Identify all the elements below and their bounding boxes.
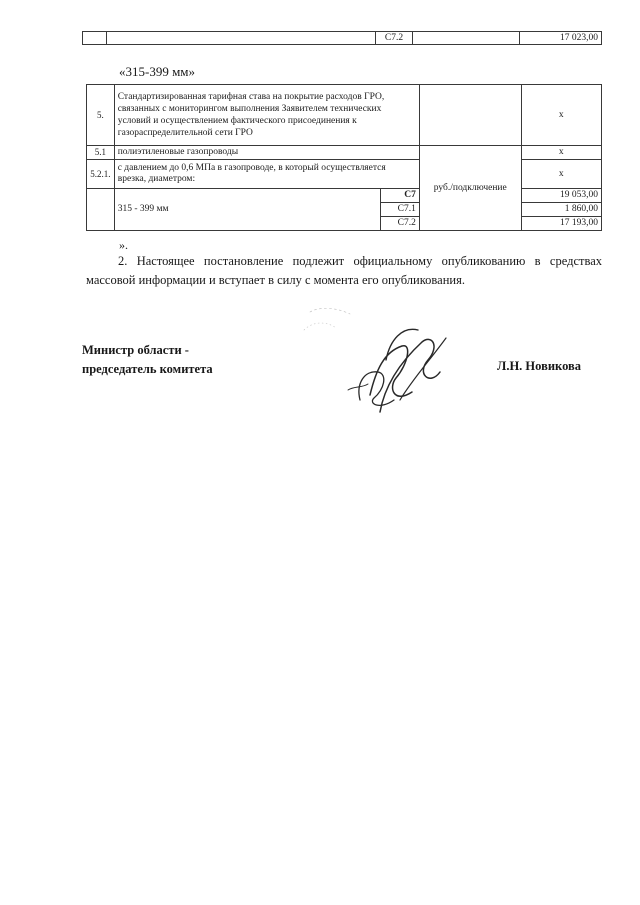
table-row bbox=[83, 32, 602, 45]
paragraph-2: 2. Настоящее постановление подлежит официальному опубликованию в средствах массовой информации и вступает в силу с момента его опубликования. bbox=[86, 254, 602, 287]
title-line-1: Министр области - bbox=[82, 343, 189, 357]
empty-cell bbox=[83, 32, 107, 45]
signatory-name: Л.Н. Новикова bbox=[497, 359, 582, 373]
row-value: x bbox=[521, 146, 601, 160]
row-number: 5. bbox=[87, 85, 115, 146]
table-row bbox=[87, 160, 602, 189]
empty-cell bbox=[413, 32, 520, 45]
code-cell: С7.2 bbox=[381, 217, 420, 231]
code-cell: С7.2 bbox=[376, 32, 413, 45]
row-description: с давлением до 0,6 МПа в газопроводе, в который осуществляется врезка, диаметром: bbox=[114, 160, 419, 189]
closing-quote: ». bbox=[119, 238, 128, 252]
signatory-title bbox=[82, 341, 213, 379]
code-cell: С7.1 bbox=[381, 203, 420, 217]
row-description: Стандартизированная тарифная става на покрытие расходов ГРО, связанных с мониторингом выполнения Заявителем технических условий и осуществлением фактического присоединения к газораспределительной сети ГРО bbox=[114, 85, 419, 146]
handwritten-signature-icon bbox=[290, 300, 460, 420]
empty-cell bbox=[107, 32, 376, 45]
empty-cell bbox=[419, 85, 521, 146]
title-line-2: председатель комитета bbox=[82, 362, 213, 376]
diameter-cell: 315 - 399 мм bbox=[114, 189, 381, 231]
table-row bbox=[87, 189, 602, 203]
top-table-fragment bbox=[82, 31, 602, 45]
value-cell: 17 023,00 bbox=[520, 32, 602, 45]
row-number: 5.2.1. bbox=[87, 160, 115, 189]
empty-cell bbox=[87, 189, 115, 231]
section-heading: «315-399 мм» bbox=[119, 64, 196, 79]
row-number: 5.1 bbox=[87, 146, 115, 160]
row-value: x bbox=[521, 85, 601, 146]
tariff-table bbox=[86, 84, 602, 231]
table-row bbox=[87, 146, 602, 160]
table-row bbox=[87, 85, 602, 146]
value-cell: 19 053,00 bbox=[521, 189, 601, 203]
value-cell: 17 193,00 bbox=[521, 217, 601, 231]
row-value: x bbox=[521, 160, 601, 189]
row-description: полиэтиленовые газопроводы bbox=[114, 146, 419, 160]
code-cell: С7 bbox=[381, 189, 420, 203]
unit-cell: руб./подключение bbox=[419, 146, 521, 231]
value-cell: 1 860,00 bbox=[521, 203, 601, 217]
